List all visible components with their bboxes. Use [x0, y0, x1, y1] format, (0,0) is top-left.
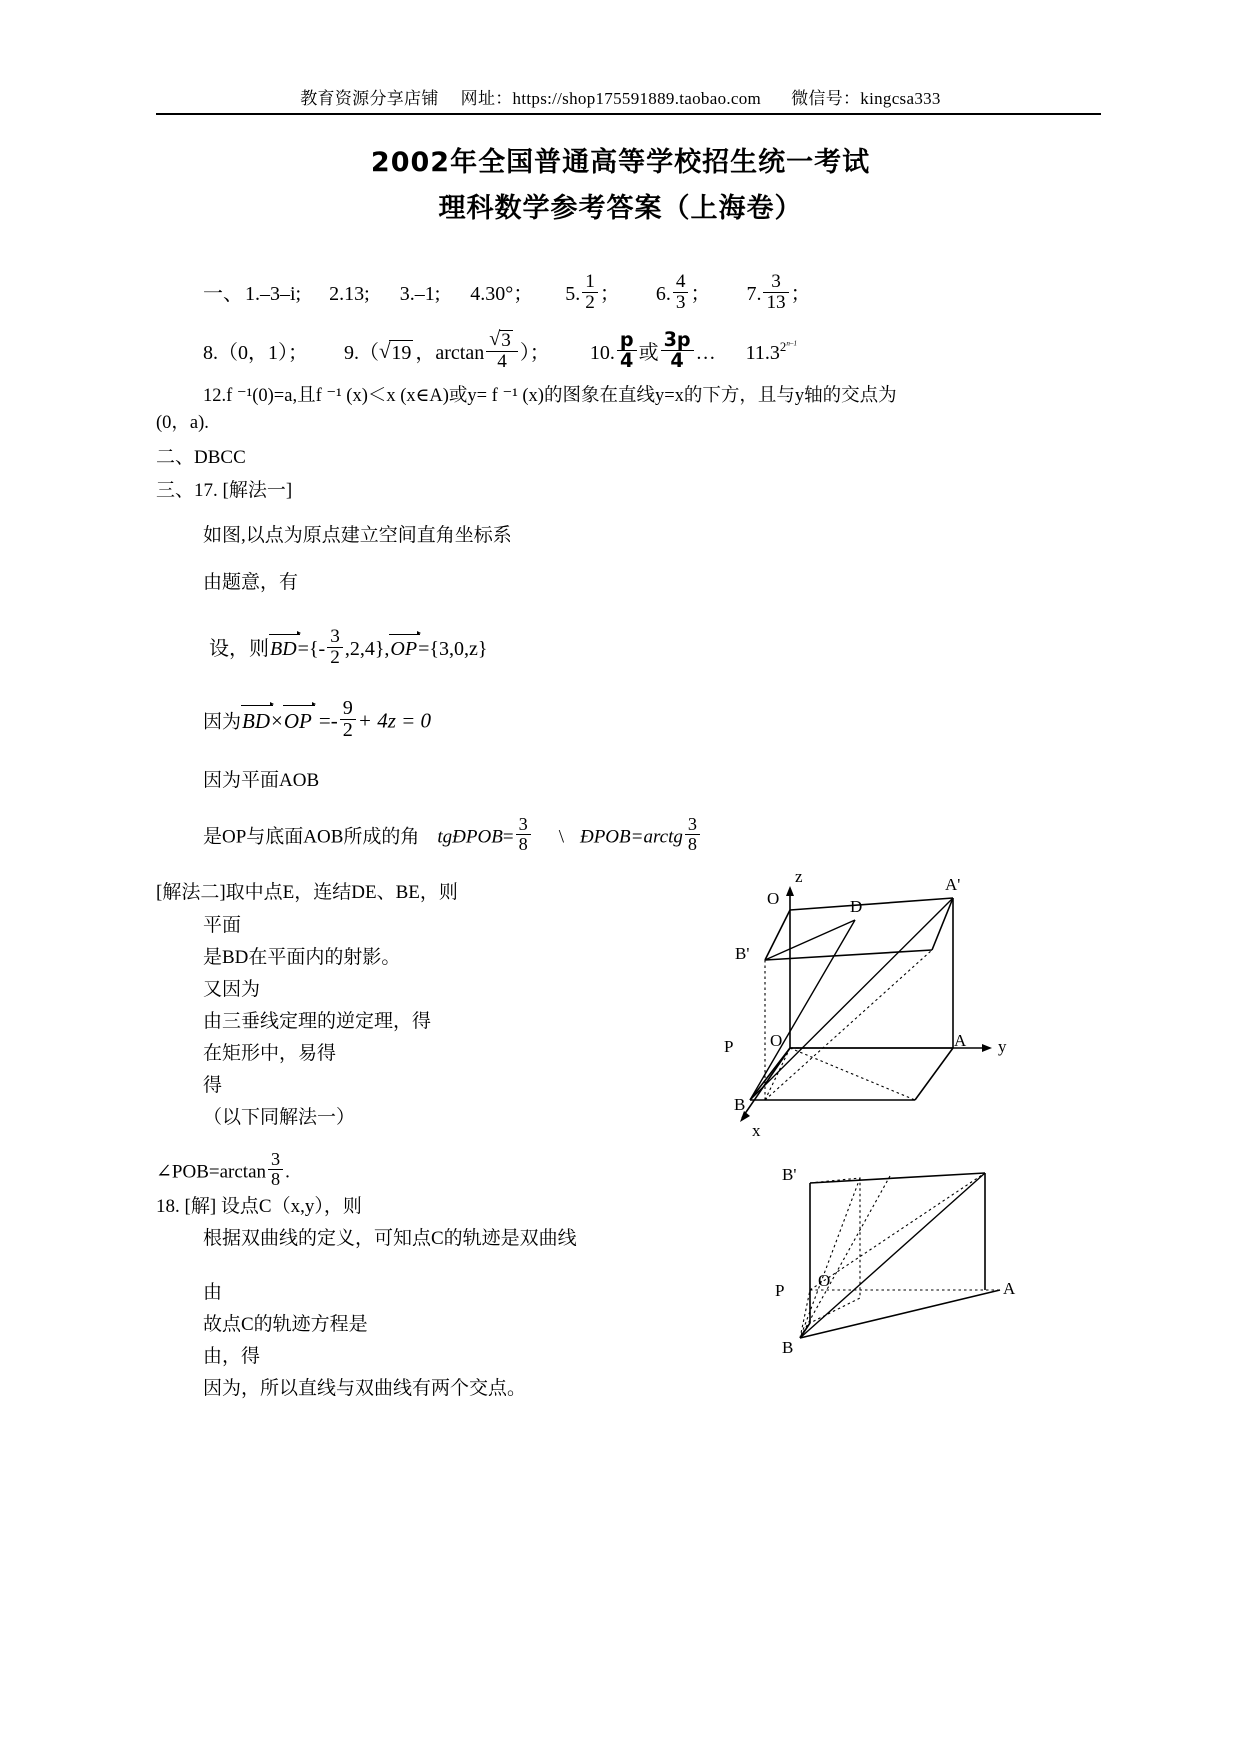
- q17-dot-product: [203, 698, 431, 741]
- problem-18-head: 18. [解] 设点C（x,y），则: [156, 1196, 362, 1217]
- method-two-line-1: 平面: [203, 915, 242, 936]
- dot-operator: ×: [271, 708, 283, 733]
- method-two-line-6: 得: [203, 1075, 223, 1096]
- answer-2-no: 2.: [329, 283, 345, 306]
- answer-9-fraction: √ $\frac{3}{4}$: [486, 330, 518, 372]
- q17-dot-fraction: $\frac{9}{2}$: [340, 698, 356, 741]
- header-site-url: 网址：https://shop175591889.taobao.com: [460, 89, 762, 108]
- vector-bd-dot: BD: [242, 708, 271, 733]
- q17-arctg: =arctg: [630, 826, 683, 848]
- method-two-line-5: 在矩形中，易得: [203, 1043, 337, 1064]
- figure-1-prism-with-axes: [710, 860, 1040, 1150]
- z-axis-arrowhead: [786, 886, 794, 896]
- q17-dot-prefix: 因为: [203, 711, 242, 733]
- answer-1-no: 1.: [245, 283, 260, 306]
- fig1-label-y: y: [998, 1037, 1007, 1056]
- q17-vec-bd-open: ={-: [297, 638, 326, 661]
- header-wechat: 微信号：kingcsa333: [791, 89, 941, 108]
- fig2-label-B: B: [782, 1338, 794, 1357]
- q17-angle-prefix: 是OP与底面AOB所成的角: [203, 826, 420, 848]
- q17-tg-pob: tgÐPOB: [437, 826, 503, 848]
- problem-18-line-3: 由: [203, 1282, 223, 1303]
- fig2-label-A: A: [1003, 1279, 1016, 1298]
- q17-line-2: 由题意，有: [203, 572, 299, 593]
- section-one-row2: [203, 330, 797, 372]
- answer-7-tail: ；: [790, 283, 811, 306]
- answer-6-fraction: $\frac{4}{3}$: [673, 272, 689, 313]
- method-two-result: [156, 1150, 290, 1189]
- answer-12: 12.f ⁻¹(0)=a,且f ⁻¹ (x)＜x (x∈A)或y= f ⁻¹ (x)的图象在直线y=x的下方，且与y轴的交点为: [203, 386, 897, 406]
- answer-6-no: 6.: [655, 283, 671, 306]
- answer-1-value: –3–i;: [260, 283, 302, 306]
- vector-bd: BD: [270, 638, 297, 661]
- problem-18-line-6: 因为，所以直线与双曲线有两个交点。: [203, 1378, 527, 1399]
- y-axis-arrowhead: [982, 1044, 992, 1052]
- section-one-marker: 一、: [203, 283, 243, 306]
- q17-pob-angle: ÐPOB: [579, 826, 631, 848]
- answer-9-close: ）；: [519, 342, 550, 365]
- answer-10-conj: 或: [638, 342, 659, 365]
- figure-2-prism-projection: [760, 1148, 1050, 1368]
- fig2-label-O: O: [818, 1271, 831, 1290]
- exam-title-line2: 理科数学参考答案（上海卷）: [438, 193, 803, 224]
- figure-1-svg: [710, 860, 1040, 1150]
- fig1-label-B-prime: B': [735, 944, 750, 963]
- fig2-label-P: P: [775, 1281, 785, 1300]
- fig1-label-A: A: [954, 1031, 967, 1050]
- q17-vec-bd-rest: ,2,4},: [344, 638, 390, 661]
- answer-9-no: 9.: [344, 342, 359, 365]
- method-two-line-2: 是BD在平面内的射影。: [203, 947, 401, 968]
- answer-10-tail: …: [695, 342, 716, 365]
- fig1-label-D: D: [850, 897, 863, 916]
- answer-8-no: 8.: [203, 342, 218, 365]
- answer-4-value: 30°；: [485, 283, 534, 306]
- fig1-label-x: x: [752, 1121, 761, 1140]
- section-three-head: 三、17. [解法一]: [156, 480, 293, 501]
- vector-op-dot: OP: [283, 708, 312, 733]
- fig1-label-A-prime: A': [945, 875, 961, 894]
- problem-18-line-1: 根据双曲线的定义，可知点C的轨迹是双曲线: [203, 1228, 577, 1249]
- answer-10-fraction-2: $\frac{3p}{4}$: [661, 330, 694, 371]
- header-shop-name: 教育资源分享店铺: [300, 89, 439, 108]
- answer-2-value: 13;: [344, 283, 370, 306]
- answer-9-sqrt: √ 19: [379, 340, 415, 365]
- fig1-label-O-origin: O: [770, 1031, 783, 1050]
- q17-angle-fraction-2: $\frac{3}{8}$: [685, 815, 700, 854]
- q17-angle-eq: =: [502, 826, 514, 848]
- answer-9-frac-num: √ 3: [486, 330, 518, 351]
- q17-vector-definition: [209, 627, 487, 668]
- q17-angle-line: [203, 815, 702, 854]
- method-two-result-fraction: $\frac{3}{8}$: [268, 1150, 283, 1189]
- method-two-line-4: 由三垂线定理的逆定理，得: [203, 1011, 432, 1032]
- answer-10-no: 10.: [589, 342, 615, 365]
- header-divider: [156, 113, 1101, 115]
- exam-title-line1: 2002年全国普通高等学校招生统一考试: [370, 147, 871, 178]
- answer-3-no: 3.: [399, 283, 415, 306]
- q17-therefore-symbol: \: [558, 826, 564, 848]
- answer-5-fraction: $\frac{1}{2}$: [582, 272, 598, 313]
- q17-dot-rest: + 4z = 0: [357, 708, 432, 733]
- answer-11-no: 11.: [745, 342, 770, 365]
- q17-dot-eq: =-: [318, 708, 338, 733]
- answer-6-tail: ；: [690, 283, 711, 306]
- q17-vec-bd-fraction: $\frac{3}{2}$: [327, 627, 343, 668]
- method-two-line-7: （以下同解法一）: [203, 1107, 356, 1128]
- answer-9-mid: ，arctan: [415, 342, 485, 365]
- fig1-label-O-top: O: [767, 889, 780, 908]
- answer-5-no: 5.: [565, 283, 581, 306]
- answer-3-value: –1;: [414, 283, 441, 306]
- answer-8-value: （0，1）；: [218, 342, 308, 365]
- answer-10-fraction-1: $\frac{p}{4}$: [617, 330, 637, 371]
- fig1-label-z: z: [795, 867, 803, 886]
- method-two-line-3: 又因为: [203, 979, 261, 1000]
- problem-18-line-4: 故点C的轨迹方程是: [203, 1314, 368, 1335]
- q17-plane-aob: 因为平面AOB: [203, 770, 320, 791]
- answer-7-no: 7.: [746, 283, 762, 306]
- answer-9-open: （: [359, 342, 379, 365]
- method-two-result-prefix: ∠POB=arctan: [156, 1161, 267, 1183]
- answer-5-tail: ；: [599, 283, 620, 306]
- q17-vec-op-rest: ={3,0,z}: [418, 638, 488, 661]
- q17-vec-prefix: 设，则: [209, 638, 269, 661]
- answer-7-fraction: $\frac{3}{13}$: [763, 272, 788, 313]
- fig2-label-B-prime: B': [782, 1165, 797, 1184]
- answer-11-exp: 2n–1: [779, 340, 798, 355]
- page-header: [0, 84, 1241, 109]
- fig1-label-P: P: [724, 1037, 734, 1056]
- answer-11-base: 3: [769, 342, 780, 365]
- answer-12-continued: (0，a).: [156, 413, 209, 433]
- section-two-answers: 二、DBCC: [156, 447, 246, 468]
- section-one-row1: [203, 272, 811, 313]
- method-two-result-suffix: .: [285, 1161, 290, 1183]
- method-two-head: [解法二]取中点E，连结DE、BE，则: [156, 882, 458, 903]
- q17-line-1: 如图,以点为原点建立空间直角坐标系: [203, 525, 512, 546]
- answer-4-no: 4.: [470, 283, 486, 306]
- fig1-label-B: B: [734, 1095, 746, 1114]
- vector-op: OP: [390, 638, 418, 661]
- problem-18-line-5: 由，得: [203, 1346, 261, 1367]
- q17-angle-fraction: $\frac{3}{8}$: [516, 815, 531, 854]
- figure-2-svg: [760, 1148, 1050, 1368]
